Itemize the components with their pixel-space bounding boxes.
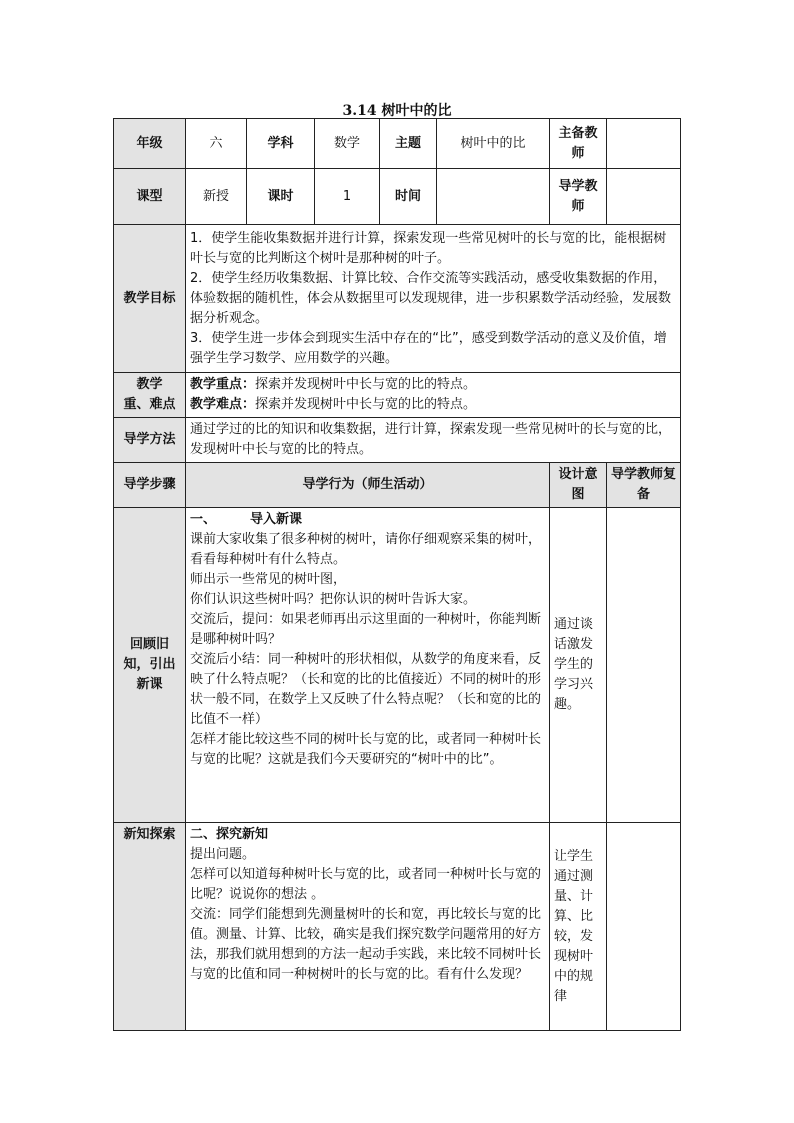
key-point-label: 教学重点：: [190, 377, 256, 392]
info-row-1: [114, 119, 681, 169]
step-row-intro: [114, 508, 681, 823]
key-point-text: 探索并发现树叶中长与宽的比的特点。: [255, 377, 477, 392]
intent-header: 设计意图: [550, 463, 607, 508]
step-paragraph: 交流：同学们能想到先测量树叶的长和宽，再比较长与宽的比值。测量、计算、比较，确实是我们探究数学问题常用的好方法，那我们就用想到的方法一起动手实践，来比较不同树叶长与宽的比值和同一种树树叶的长与宽的比。看有什么发现？: [190, 907, 542, 982]
step-label: 回顾旧知，引出新课: [114, 508, 186, 823]
method-label: 导学方法: [114, 418, 186, 463]
key-point: [190, 375, 676, 395]
step-paragraph: 怎样可以知道每种树叶长与宽的比，或者同一种树叶长与宽的比呢？说说你的想法 。: [190, 867, 542, 902]
step-paragraph: 你们认识这些树叶吗？把你认识的树叶告诉大家。: [190, 592, 477, 607]
goals-label: 教学目标: [114, 225, 186, 373]
lead-teacher-value: [607, 119, 681, 169]
step-heading: 二、探究新知: [190, 827, 269, 842]
step-heading: 一、 导入新课: [190, 512, 303, 527]
step-row-explore: [114, 823, 681, 1031]
behavior-header: 导学行为（师生活动）: [186, 463, 550, 508]
class-hours-value: 1: [315, 169, 380, 225]
keypoints-row: [114, 373, 681, 418]
page-title: 3.14 树叶中的比: [342, 103, 452, 119]
guide-teacher-label: 导学教师: [550, 169, 607, 225]
subject-value: 数学: [315, 119, 380, 169]
step-paragraph: 交流后小结：同一种树叶的形状相似，从数学的角度来看，反映了什么特点呢？（长和宽的比的比值接近）不同的树叶的形状一般不同，在数学上又反映了什么特点呢？（长和宽的比的比值不一样）: [190, 652, 542, 727]
info-row-2: [114, 169, 681, 225]
lesson-type-label: 课型: [114, 169, 186, 225]
lesson-type-value: 新授: [186, 169, 247, 225]
method-row: [114, 418, 681, 463]
difficult-point-label: 教学难点：: [190, 397, 256, 412]
keypoints-content: [186, 373, 681, 418]
goal-item: 3．使学生进一步体会到现实生活中存在的“比”，感受到数学活动的意义及价值，增强学生学习数学、应用数学的兴趣。: [190, 330, 667, 366]
subject-label: 学科: [247, 119, 315, 169]
step-content: [186, 823, 550, 1031]
step-review: [607, 508, 681, 823]
guide-teacher-value: [607, 169, 681, 225]
step-paragraph: 课前大家收集了很多种树的树叶，请你仔细观察采集的树叶，看看每种树叶有什么特点。: [190, 532, 542, 567]
step-content: [186, 508, 550, 823]
step-review: [607, 823, 681, 1031]
step-label: 新知探索: [114, 823, 186, 1031]
review-header: 导学教师复备: [607, 463, 681, 508]
goals-content: [186, 225, 681, 373]
keypoints-label: 教学 重、难点: [114, 373, 186, 418]
step-paragraph: 怎样才能比较这些不同的树叶长与宽的比，或者同一种树叶长与宽的比呢？这就是我们今天要研究的“树叶中的比”。: [190, 732, 542, 767]
time-value: [437, 169, 550, 225]
grade-value: 六: [186, 119, 247, 169]
class-hours-label: 课时: [247, 169, 315, 225]
difficult-point: [190, 395, 676, 415]
topic-value: 树叶中的比: [437, 119, 550, 169]
goal-item: 2．使学生经历收集数据、计算比较、合作交流等实践活动，感受收集数据的作用，体验数据的随机性，体会从数据里可以发现规律，进一步积累数学活动经验，发展数据分析观念。: [190, 270, 672, 326]
method-content: 通过学过的比的知识和收集数据，进行计算，探索发现一些常见树叶的长与宽的比，发现树叶中长与宽的比的特点。: [186, 418, 681, 463]
time-label: 时间: [380, 169, 437, 225]
goals-row: [114, 225, 681, 373]
topic-label: 主题: [380, 119, 437, 169]
lesson-plan-table: [113, 118, 681, 1031]
step-intent: 让学生通过测量、计算、比较，发现树叶中的规律: [550, 823, 607, 1031]
step-intent: 通过谈话激发学生的学习兴趣。: [550, 508, 607, 823]
lead-teacher-label: 主备教师: [550, 119, 607, 169]
step-paragraph: 提出问题。: [190, 847, 256, 862]
goal-item: 1．使学生能收集数据并进行计算，探索发现一些常见树叶的长与宽的比，能根据树叶长与宽的比判断这个树叶是那种树的叶子。: [190, 230, 667, 266]
step-paragraph: 师出示一些常见的树叶图，: [190, 572, 347, 587]
grade-label: 年级: [114, 119, 186, 169]
step-header: 导学步骤: [114, 463, 186, 508]
steps-header-row: [114, 463, 681, 508]
difficult-point-text: 探索并发现树叶中长与宽的比的特点。: [255, 397, 477, 412]
step-paragraph: 交流后，提问：如果老师再出示这里面的一种树叶，你能判断是哪种树叶吗？: [190, 612, 542, 647]
